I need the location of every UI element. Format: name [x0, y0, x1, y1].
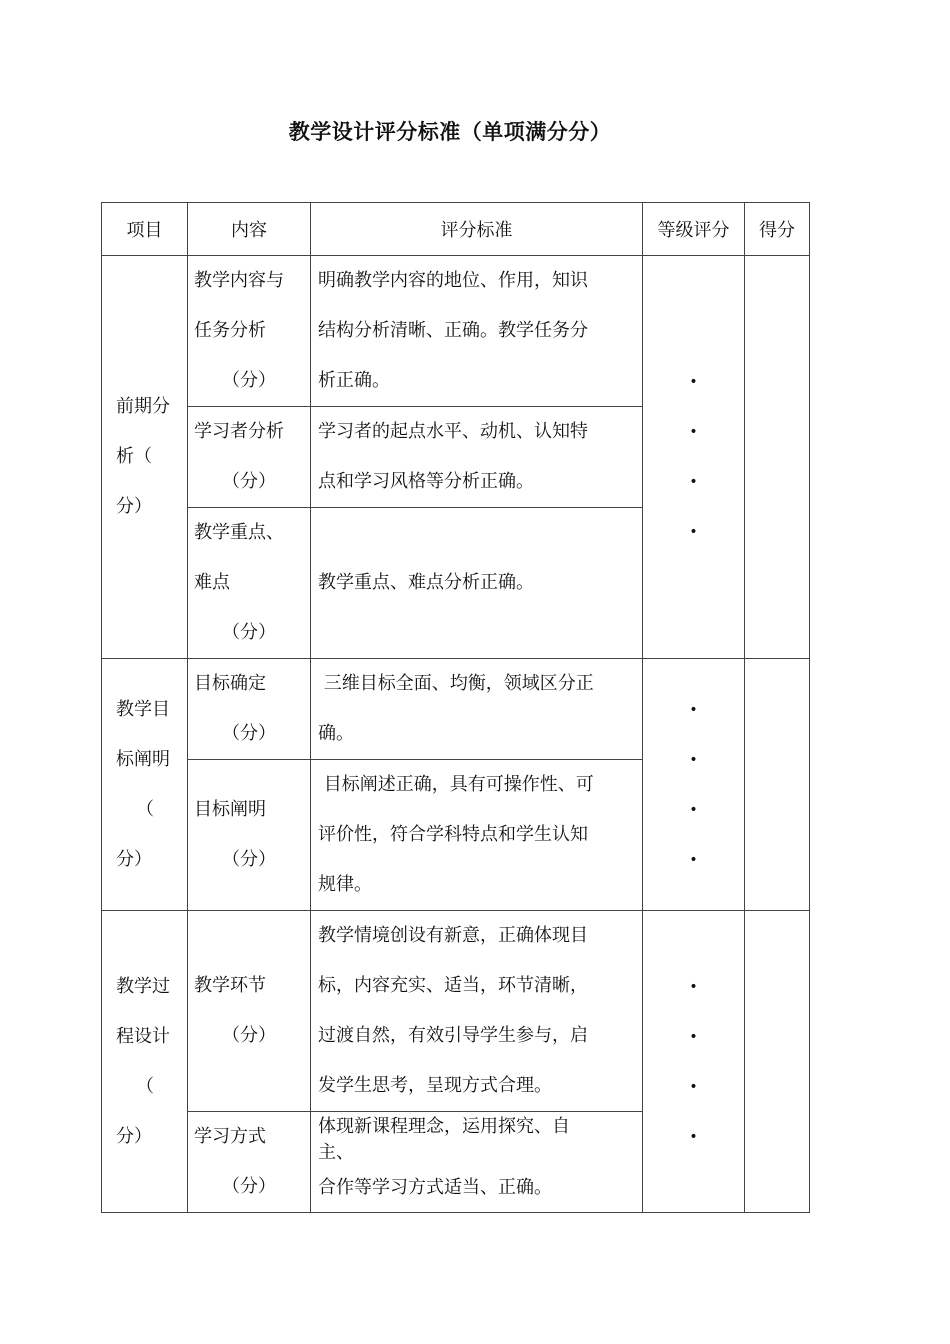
criteria-line: 析正确。	[318, 370, 390, 391]
content-score: （分）	[222, 849, 276, 870]
criteria-line: 过渡自然，有效引导学生参与，启	[318, 1025, 588, 1046]
criteria-line: 学习者的起点水平、动机、认知特	[318, 421, 588, 442]
criteria-line: 目标阐述正确，具有可操作性、可	[318, 774, 594, 795]
content-line: 学习方式	[194, 1126, 266, 1147]
grade-cell	[643, 911, 745, 1213]
grade-bullet: •	[689, 424, 698, 440]
content-cell	[188, 256, 311, 407]
criteria-line: 标，内容充实、适当，环节清晰，	[318, 975, 588, 996]
content-score: （分）	[222, 370, 276, 391]
page-title: 教学设计评分标准（单项满分分）	[288, 120, 612, 144]
category-objectives	[102, 659, 188, 911]
content-score: （分）	[222, 471, 276, 492]
header-criteria: 评分标准	[311, 203, 643, 256]
category-line: 程设计	[116, 1025, 170, 1047]
criteria-cell	[311, 760, 643, 911]
content-score: （分）	[222, 1176, 276, 1197]
category-line: 教学过	[116, 975, 170, 997]
criteria-line: 规律。	[318, 874, 372, 895]
criteria-line: 三维目标全面、均衡，领域区分正	[318, 673, 594, 694]
content-line: 目标阐明	[194, 799, 266, 820]
content-score: （分）	[222, 622, 276, 643]
category-line: （	[136, 798, 154, 820]
criteria-line: 教学情境创设有新意，正确体现目	[318, 925, 588, 946]
content-line: 教学内容与	[194, 270, 284, 291]
content-line: 教学环节	[194, 975, 266, 996]
content-line: 教学重点、	[194, 522, 284, 543]
score-cell[interactable]	[745, 256, 810, 659]
content-line: 任务分析	[194, 320, 266, 341]
criteria-line: 发学生思考，呈现方式合理。	[318, 1075, 552, 1096]
grade-bullet: •	[689, 801, 698, 818]
header-item: 项目	[102, 203, 188, 256]
content-line: 学习者分析	[194, 421, 284, 442]
content-cell	[188, 911, 311, 1112]
table-row	[102, 659, 810, 760]
content-cell	[188, 760, 311, 911]
criteria-cell	[311, 1112, 643, 1213]
criteria-cell	[311, 256, 643, 407]
content-line: 目标确定	[194, 673, 266, 694]
grade-cell	[643, 659, 745, 911]
grade-bullet: •	[689, 978, 698, 995]
category-line: （	[136, 1075, 154, 1097]
criteria-line: 体现新课程理念，运用探究、自	[318, 1116, 570, 1137]
score-cell[interactable]	[745, 911, 810, 1213]
grade-bullet: •	[689, 1028, 698, 1045]
category-line: 前期分	[116, 396, 170, 417]
content-cell	[188, 407, 311, 508]
grade-bullet: •	[689, 474, 698, 490]
criteria-line: 点和学习风格等分析正确。	[318, 471, 534, 492]
criteria-line: 主、	[318, 1142, 354, 1163]
grade-bullet: •	[689, 524, 698, 540]
grade-cell	[643, 256, 745, 659]
category-line: 分）	[116, 1125, 152, 1147]
criteria-cell	[311, 911, 643, 1112]
criteria-line: 评价性，符合学科特点和学生认知	[318, 824, 588, 845]
header-grade: 等级评分	[643, 203, 745, 256]
content-score: （分）	[222, 1025, 276, 1046]
header-content: 内容	[188, 203, 311, 256]
criteria-cell	[311, 407, 643, 508]
content-line: 难点	[194, 572, 230, 593]
category-process	[102, 911, 188, 1213]
criteria-line: 明确教学内容的地位、作用，知识	[318, 270, 588, 291]
scoring-table	[101, 202, 810, 1213]
category-line: 分）	[116, 848, 152, 870]
content-cell	[188, 1112, 311, 1213]
category-line: 分）	[116, 496, 152, 517]
grade-bullet: •	[689, 701, 698, 718]
table-row	[102, 911, 810, 1112]
grade-bullet: •	[689, 1128, 698, 1145]
category-line: 析（	[116, 446, 152, 467]
header-score: 得分	[745, 203, 810, 256]
score-cell[interactable]	[745, 659, 810, 911]
criteria-cell	[311, 508, 643, 659]
grade-bullet: •	[689, 751, 698, 768]
content-cell	[188, 508, 311, 659]
header-row	[102, 203, 810, 256]
criteria-line: 教学重点、难点分析正确。	[318, 572, 534, 593]
grade-bullet: •	[689, 1078, 698, 1095]
grade-bullet: •	[689, 851, 698, 868]
content-cell	[188, 659, 311, 760]
criteria-cell	[311, 659, 643, 760]
grade-bullet: •	[689, 374, 698, 390]
content-score: （分）	[222, 723, 276, 744]
criteria-line: 结构分析清晰、正确。教学任务分	[318, 320, 588, 341]
table-row	[102, 256, 810, 407]
category-analysis	[102, 256, 188, 659]
criteria-line: 合作等学习方式适当、正确。	[318, 1177, 552, 1198]
category-line: 教学目	[116, 698, 170, 720]
category-line: 标阐明	[116, 748, 170, 770]
criteria-line: 确。	[318, 723, 354, 744]
